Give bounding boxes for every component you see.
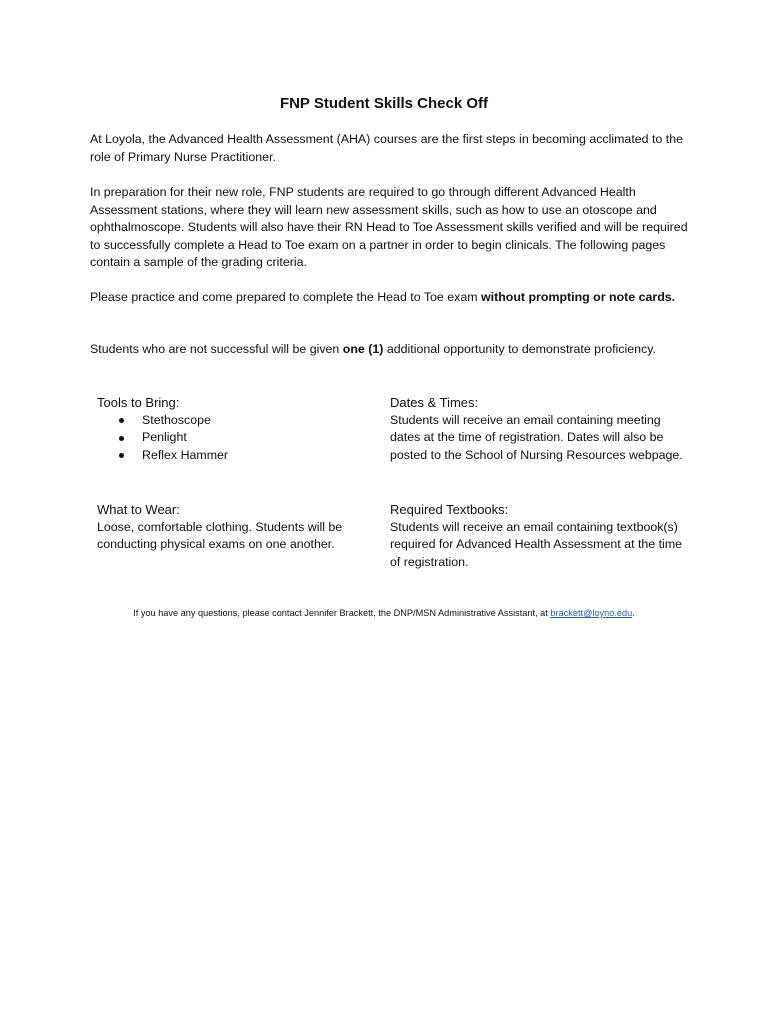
wear-text: Loose, comfortable clothing. Students will be conducting physical exams on one another. — [97, 519, 343, 551]
retry-bold-text: one (1) — [342, 342, 384, 356]
wear-section — [97, 501, 367, 554]
wear-heading: What to Wear: — [97, 502, 180, 517]
tools-section — [97, 394, 367, 464]
tools-list — [97, 412, 367, 465]
list-item — [97, 412, 367, 430]
tool-label: Stethoscope — [142, 412, 211, 427]
contact-footer — [0, 606, 768, 620]
email-link[interactable]: brackett@loyno.edu — [550, 608, 633, 618]
tool-label: Penlight — [142, 430, 187, 444]
bullet-icon — [119, 418, 124, 423]
practice-text: Please practice and come prepared to complete the Head to Toe exam — [90, 290, 481, 304]
list-item — [97, 447, 367, 465]
retry-text-before: Students who are not successful will be given — [90, 342, 343, 356]
dates-section — [390, 394, 690, 464]
intro-paragraph: At Loyola, the Advanced Health Assessment (AHA) courses are the first steps in becoming acclimated to the role of Primary Nurse Practitioner. — [90, 132, 683, 164]
list-item — [97, 429, 367, 447]
page-title: FNP Student Skills Check Off — [279, 95, 489, 112]
tool-label: Reflex Hammer — [142, 447, 229, 462]
textbooks-text: Students will receive an email containing textbook(s) required for Advanced Health Assessment at the time of registration. — [390, 519, 683, 569]
dates-heading: Dates & Times: — [390, 395, 479, 410]
dates-text: Students will receive an email containing meeting dates at the time of registration. Dates will also be posted to the School of Nursing Resources webpage. — [390, 412, 683, 462]
bullet-icon — [119, 436, 124, 441]
tools-heading: Tools to Bring: — [97, 395, 180, 410]
footer-end: . — [632, 608, 635, 618]
practice-paragraph — [90, 289, 690, 307]
bullet-icon — [119, 453, 124, 458]
textbooks-section — [390, 501, 690, 571]
practice-bold-text: without prompting or note cards. — [481, 290, 676, 304]
retry-text-after: additional opportunity to demonstrate proficiency. — [383, 342, 656, 356]
textbooks-heading: Required Textbooks: — [390, 502, 509, 517]
retry-paragraph — [90, 341, 690, 359]
footer-text: If you have any questions, please contact Jennifer Brackett, the DNP/MSN Administrative Assistant, at — [133, 608, 551, 618]
preparation-paragraph: In preparation for their new role, FNP students are required to go through different Advanced Health Assessment stations, where they will learn new assessment skills, such as how to use an otoscope and ophthalmoscope. Students will also have their RN Head to Toe Assessment skills verified and will be required to successfully complete a Head to Toe exam on a partner in order to begin clinicals. The following pages contain a sample of the grading criteria. — [90, 185, 688, 269]
